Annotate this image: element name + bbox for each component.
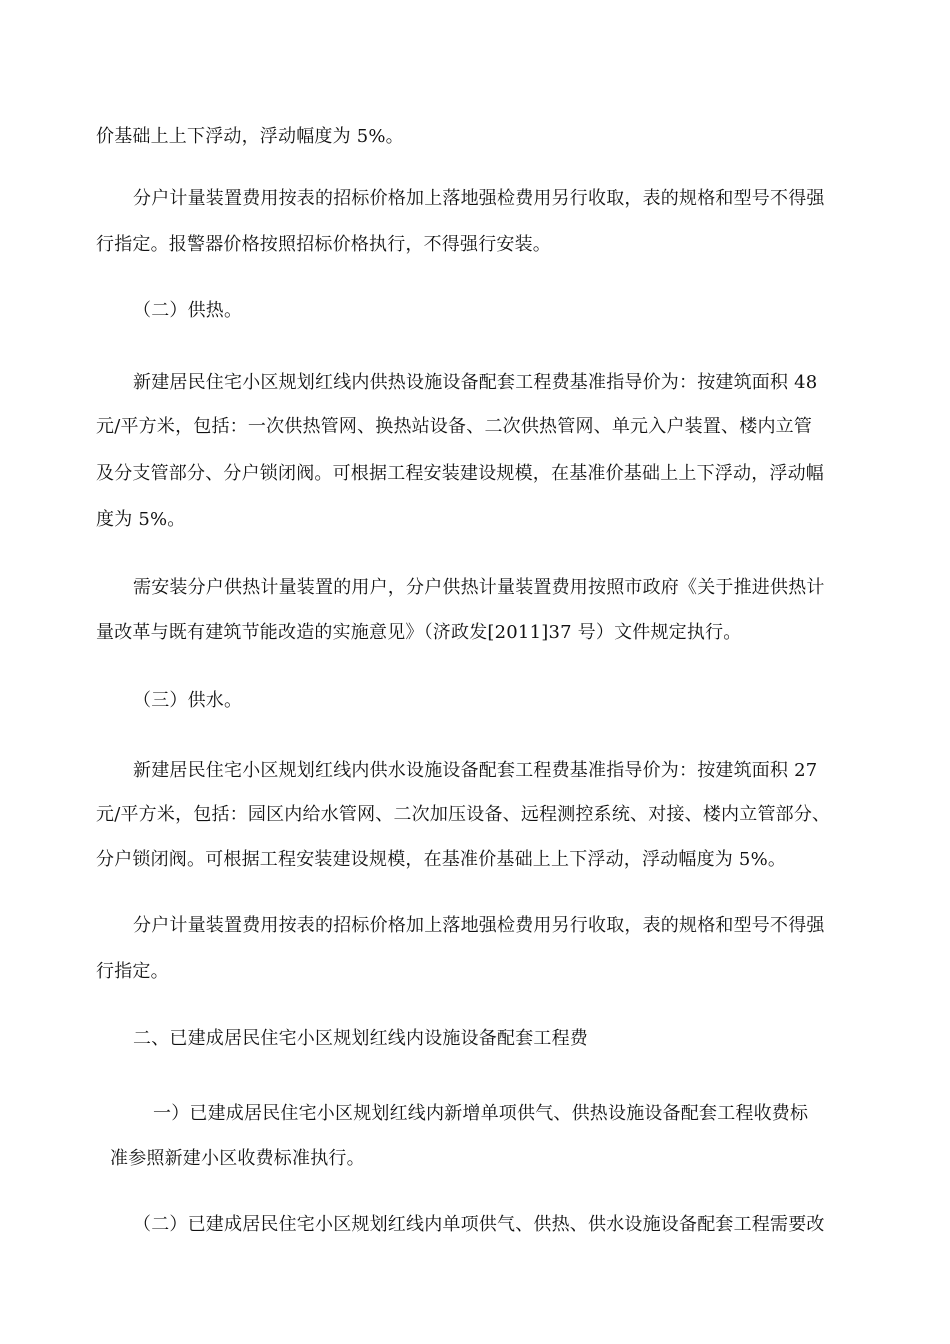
text-line: 分户计量装置费用按表的招标价格加上落地强检费用另行收取，表的规格和型号不得强 <box>133 188 825 209</box>
text-line: 准参照新建小区收费标准执行。 <box>110 1148 365 1169</box>
section-heading: （三）供水。 <box>133 690 243 711</box>
section-heading: 二、已建成居民住宅小区规划红线内设施设备配套工程费 <box>133 1028 588 1049</box>
text-line: 元/平方米，包括：园区内给水管网、二次加压设备、远程测控系统、对接、楼内立管部分、 <box>96 804 831 825</box>
text-line: 量改革与既有建筑节能改造的实施意见》（济政发[2011]37 号）文件规定执行。 <box>96 622 742 643</box>
section-heading: （二）供热。 <box>133 300 243 321</box>
text-line: 价基础上上下浮动，浮动幅度为 5%。 <box>96 126 404 147</box>
text-line: 新建居民住宅小区规划红线内供水设施设备配套工程费基准指导价为：按建筑面积 27 <box>133 760 818 781</box>
text-line: 度为 5%。 <box>96 509 186 530</box>
text-line: 分户锁闭阀。可根据工程安装建设规模，在基准价基础上上下浮动，浮动幅度为 5%。 <box>96 849 787 870</box>
text-line: 行指定。报警器价格按照招标价格执行，不得强行安装。 <box>96 234 551 255</box>
text-line: 一）已建成居民住宅小区规划红线内新增单项供气、供热设施设备配套工程收费标 <box>153 1103 809 1124</box>
text-line: 行指定。 <box>96 961 169 982</box>
text-line: 需安装分户供热计量装置的用户，分户供热计量装置费用按照市政府《关于推进供热计 <box>133 577 825 598</box>
text-line: （二）已建成居民住宅小区规划红线内单项供气、供热、供水设施设备配套工程需要改 <box>133 1214 825 1235</box>
text-line: 分户计量装置费用按表的招标价格加上落地强检费用另行收取，表的规格和型号不得强 <box>133 915 825 936</box>
text-line: 元/平方米，包括：一次供热管网、换热站设备、二次供热管网、单元入户装置、楼内立管 <box>96 416 813 437</box>
text-line: 新建居民住宅小区规划红线内供热设施设备配套工程费基准指导价为：按建筑面积 48 <box>133 372 818 393</box>
text-line: 及分支管部分、分户锁闭阀。可根据工程安装建设规模，在基准价基础上上下浮动，浮动幅 <box>96 463 824 484</box>
